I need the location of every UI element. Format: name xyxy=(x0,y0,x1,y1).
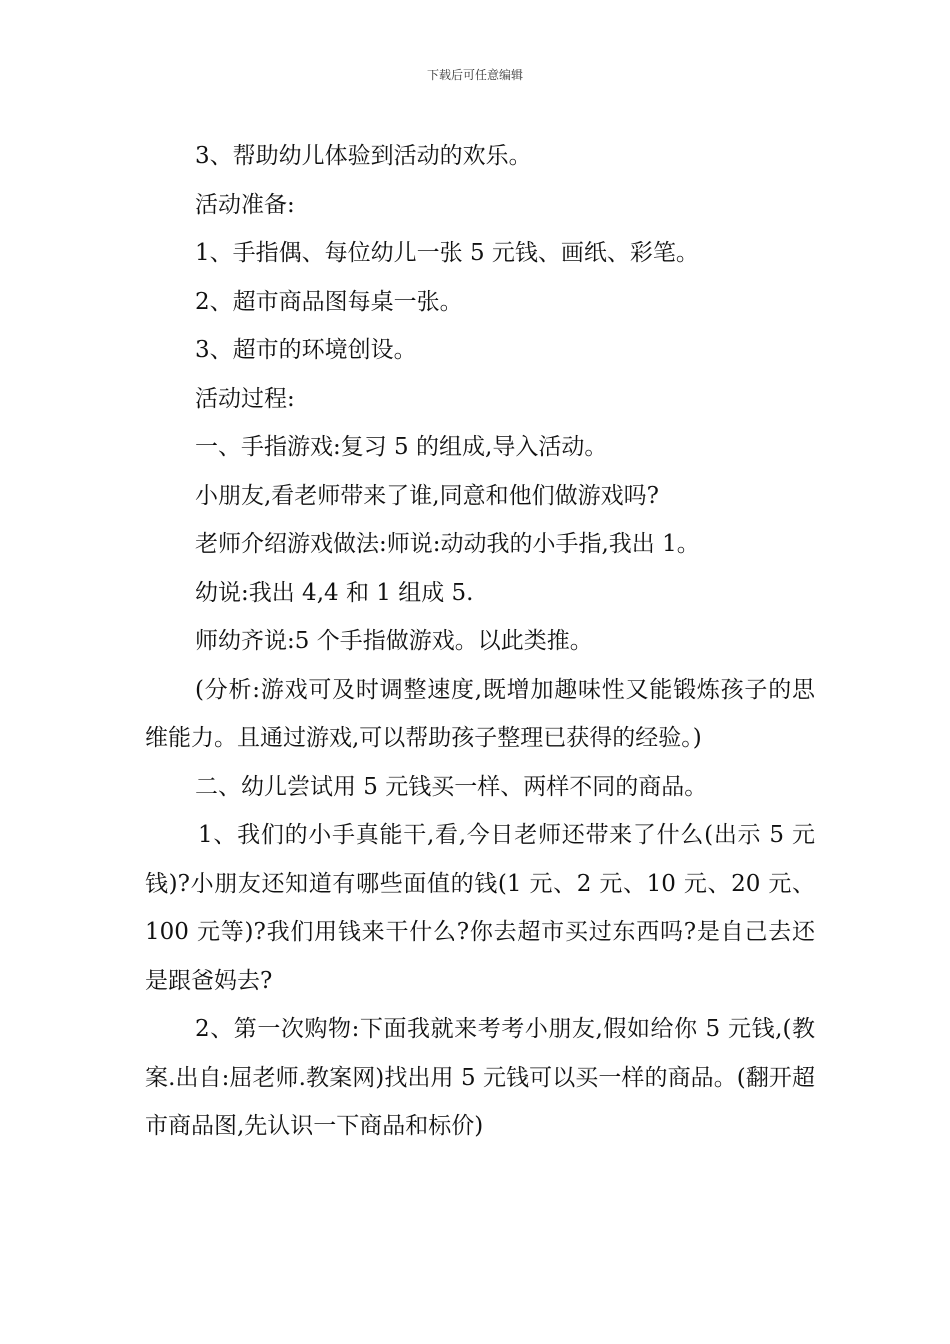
page-header-note: 下载后可任意编辑 xyxy=(426,68,523,82)
game-method-line: 老师介绍游戏做法:师说:动动我的小手指,我出 1。 xyxy=(195,531,700,557)
section-one-title: 一、手指游戏:复习 5 的组成,导入活动。 xyxy=(195,434,608,460)
analysis-paragraph: (分析:游戏可及时调整速度,既增加趣味性又能锻炼孩子的思维能力。且通过游戏,可以帮助孩子整理已获得的经验。) xyxy=(145,676,815,751)
preparation-item-2: 2、超市商品图每桌一张。 xyxy=(195,288,463,315)
preparation-heading: 活动准备: xyxy=(195,191,295,218)
section-two-title: 二、幼儿尝试用 5 元钱买一样、两样不同的商品。 xyxy=(195,773,708,800)
teacher-question-line: 小朋友,看老师带来了谁,同意和他们做游戏吗? xyxy=(195,482,659,509)
preparation-item-3: 3、超市的环境创设。 xyxy=(195,337,417,363)
together-line: 师幼齐说:5 个手指做游戏。以此类推。 xyxy=(195,628,593,654)
document-body xyxy=(145,132,815,1151)
preparation-item-1: 1、手指偶、每位幼儿一张 5 元钱、画纸、彩笔。 xyxy=(195,240,699,266)
process-heading: 活动过程: xyxy=(195,385,295,412)
item-2-paragraph: 2、第一次购物:下面我就来考考小朋友,假如给你 5 元钱,(教案.出自:屈老师.教案网)找出用 5 元钱可以买一样的商品。(翻开超市商品图,先认识一下商品和标价) xyxy=(145,1016,815,1139)
item-1-paragraph: 1、我们的小手真能干,看,今日老师还带来了什么(出示 5 元钱)?小朋友还知道有哪些面值的钱(1 元、2 元、10 元、20 元、100 元等)?我们用钱来干什么?你去超市买过东西吗?是自己去还是跟爸妈去? xyxy=(145,822,815,994)
goal-3-line: 3、帮助幼儿体验到活动的欢乐。 xyxy=(195,143,532,169)
child-response-line: 幼说:我出 4,4 和 1 组成 5. xyxy=(195,579,474,606)
